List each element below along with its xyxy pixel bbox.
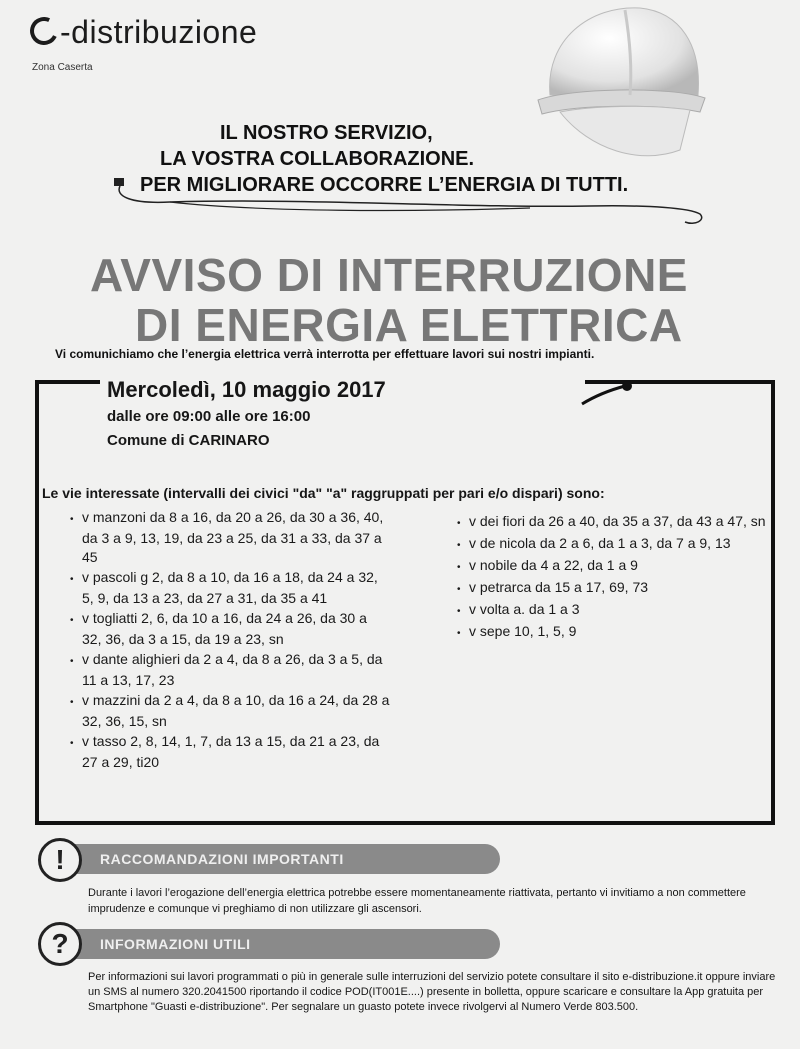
bullet: • [457, 518, 461, 529]
brand-logo [30, 14, 257, 51]
list-item [457, 578, 767, 599]
bullet: • [457, 606, 461, 617]
comune-name: Comune di CARINARO [107, 432, 270, 449]
street-text: v petrarca da 15 a 17, 69, 73 [469, 579, 649, 595]
exclamation-icon: ! [38, 838, 82, 882]
list-item [70, 508, 390, 567]
list-item [457, 622, 767, 643]
list-item [70, 732, 390, 772]
bullet: • [70, 615, 74, 626]
bullet: • [70, 514, 74, 525]
wire-icon [110, 178, 710, 238]
street-text: v manzoni da 8 a 16, da 20 a 26, da 30 a 36, 40, da 3 a 9, 13, 19, da 23 a 25, da 31 a 33, da 37 a 45 [82, 509, 384, 565]
bullet: • [70, 574, 74, 585]
street-text: v sepe 10, 1, 5, 9 [469, 623, 577, 639]
bullet: • [457, 540, 461, 551]
list-item [457, 600, 767, 621]
bullet: • [70, 697, 74, 708]
bullet: • [70, 656, 74, 667]
street-text: v pascoli g 2, da 8 a 10, da 16 a 18, da 24 a 32, 5, 9, da 13 a 23, da 27 a 31, da 35 a 41 [82, 569, 378, 606]
interruption-time: dalle ore 09:00 alle ore 16:00 [107, 408, 311, 425]
list-item [457, 556, 767, 577]
list-item [457, 534, 767, 555]
street-text: v tasso 2, 8, 14, 1, 7, da 13 a 15, da 21 a 23, da 27 a 29, ti20 [82, 733, 380, 770]
streets-list-left [70, 508, 390, 773]
streets-list-right [457, 512, 767, 644]
list-item [70, 568, 390, 608]
info-heading: INFORMAZIONI UTILI [100, 936, 251, 952]
slogan-line-2: LA VOSTRA COLLABORAZIONE. [160, 148, 475, 170]
bullet: • [70, 738, 74, 749]
bullet: • [457, 584, 461, 595]
bullet: • [457, 628, 461, 639]
street-text: v de nicola da 2 a 6, da 1 a 3, da 7 a 9, 13 [469, 535, 731, 551]
zone-label: Zona Caserta [32, 62, 93, 73]
question-icon: ? [38, 922, 82, 966]
recommendations-heading-bar [70, 844, 500, 874]
list-item [70, 609, 390, 649]
recommendations-text: Durante i lavori l’erogazione dell’energia elettrica potrebbe essere momentaneamente riattivata, pertanto vi invitiamo a non commettere imprudenze e comunque vi preghiamo di non utilizzare gli ascensori. [88, 887, 746, 915]
list-item [70, 691, 390, 731]
slogan-line-3: PER MIGLIORARE OCCORRE L’ENERGIA DI TUTTI. [140, 174, 629, 196]
list-item [457, 512, 767, 533]
street-text: v togliatti 2, 6, da 10 a 16, da 24 a 26, da 30 a 32, 36, da 3 a 15, da 19 a 23, sn [82, 610, 367, 647]
info-heading-bar [70, 929, 500, 959]
title-line-1: AVVISO DI INTERRUZIONE [90, 249, 688, 301]
slogan-line-1: IL NOSTRO SERVIZIO, [220, 122, 433, 144]
street-text: v dante alighieri da 2 a 4, da 8 a 26, da 3 a 5, da 11 a 13, 17, 23 [82, 651, 383, 688]
street-text: v volta a. da 1 a 3 [469, 601, 580, 617]
interruption-date: Mercoledì, 10 maggio 2017 [107, 377, 386, 402]
streets-heading: Le vie interessate (intervalli dei civici "da" "a" raggruppati per pari e/o dispari) sono: [42, 485, 605, 501]
list-item [70, 650, 390, 690]
street-text: v nobile da 4 a 22, da 1 a 9 [469, 557, 638, 573]
recommendations-heading: RACCOMANDAZIONI IMPORTANTI [100, 851, 344, 867]
title-line-2: DI ENERGIA ELETTRICA [135, 299, 683, 351]
box-border-top-left [35, 380, 100, 384]
street-text: v mazzini da 2 a 4, da 8 a 10, da 16 a 24, da 28 a 32, 36, 15, sn [82, 692, 390, 729]
intro-text: Vi comunichiamo che l’energia elettrica verrà interrotta per effettuare lavori sui nostri impianti. [55, 347, 595, 361]
street-text: v dei fiori da 26 a 40, da 35 a 37, da 43 a 47, sn [469, 513, 766, 529]
logo-text: -distribuzione [60, 14, 258, 50]
info-text: Per informazioni sui lavori programmati o più in generale sulle interruzioni del servizio potete consultare il sito e-distribuzione.it oppure inviare un SMS al numero 320.2041500 riportando il codice POD(IT001E....) presente in bolletta, oppure scaricare e consultare la App gratuita per Smartphone "Guasti e-distribuzione". Per segnalare un guasto potete invece rivolgervi al Numero Verde 803.500. [88, 971, 776, 1013]
notice-title [90, 250, 750, 350]
cable-icon [580, 378, 640, 408]
e-logo-icon [26, 13, 62, 49]
bullet: • [457, 562, 461, 573]
